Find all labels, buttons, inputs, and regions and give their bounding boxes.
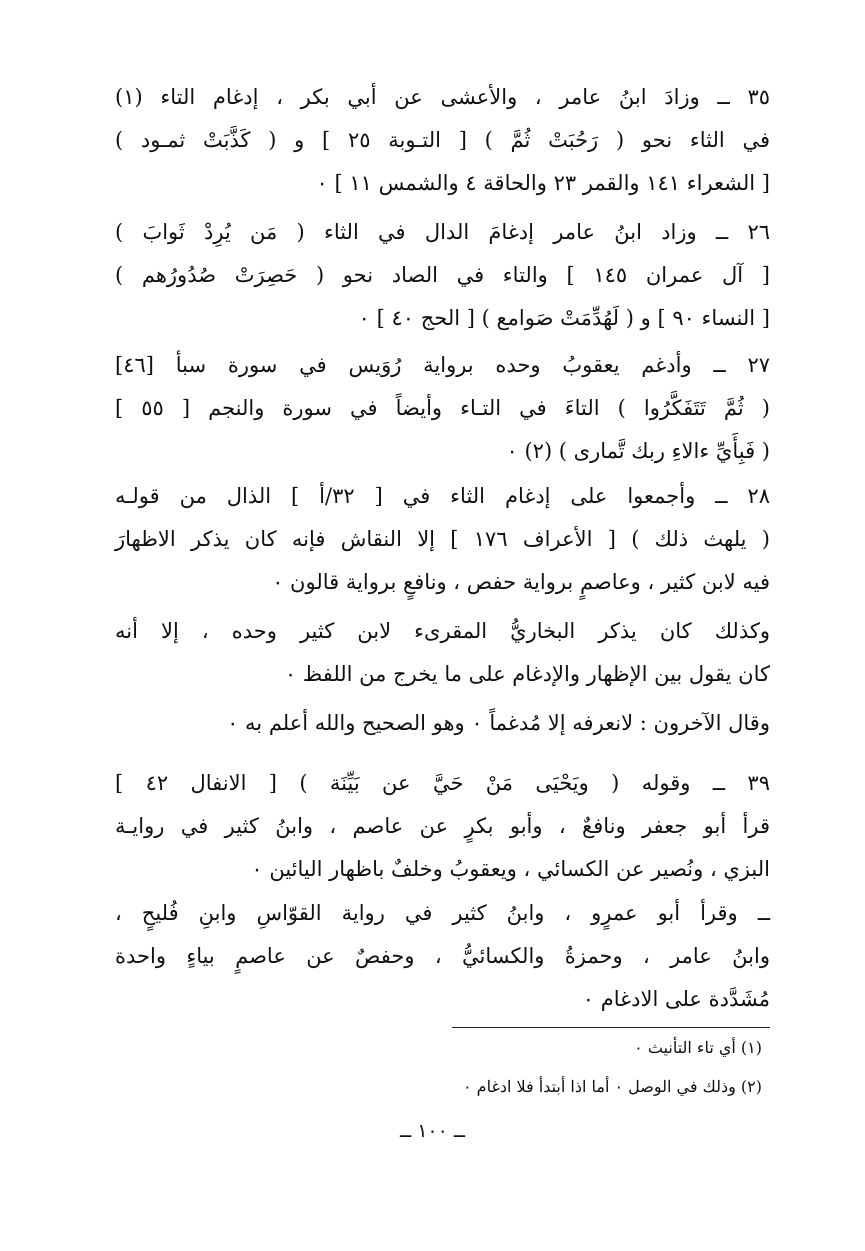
text-line: ( فَبِأَيِّ ءالاءِ ربك تَّمارى ) (٢) ٠ — [506, 439, 770, 463]
text-line: ٢٦ ــ وزاد ابنُ عامر إدغامَ الدال في الثاء ( مَن يُرِدْ ثَوابَ ) — [115, 220, 770, 244]
page-number: ــ ١٠٠ ــ — [400, 1120, 465, 1142]
text-line: [ النساء ٩٠ ] و ( لَهُدِّمَتْ صَوامع ) [ الحج ٤٠ ] ٠ — [358, 306, 770, 330]
footnote-separator — [452, 1027, 770, 1028]
text-line: ( يلهث ذلك ) [ الأعراف ١٧٦ ] إلا النقاش فإنه كان يذكر الاظهارَ — [115, 527, 770, 551]
paragraph-39 — [115, 762, 770, 891]
text-line: وقال الآخرون : لانعرفه إلا مُدغماً ٠ وهو الصحيح والله أعلم به ٠ — [227, 711, 770, 735]
footnote-2: (٢) وذلك في الوصل ٠ أما اذا أبتدأ فلا ادغام ٠ — [462, 1077, 762, 1096]
text-line: في الثاء نحو ( رَحُبَتْ ثُمَّ ) [ التـوبة ٢٥ ] و ( كَذَّبَتْ ثمـود ) — [115, 128, 770, 152]
text-line: [ آل عمران ١٤٥ ] والتاء في الصاد نحو ( حَصِرَتْ صُدُورُهم ) — [115, 263, 770, 287]
paragraph-27 — [115, 344, 770, 473]
text-line: مُشَدَّدة على الادغام ٠ — [582, 987, 770, 1011]
text-line: ٣٥ ــ وزادَ ابنُ عامر ، والأعشى عن أبي بكر ، إدغام التاء (١) — [115, 85, 770, 109]
text-line: قرأ أبو جعفر ونافعٌ ، وأبو بكرٍ عن عاصم ، وابنُ كثير في روايـة — [115, 814, 770, 838]
text-line: ( ثُمَّ تَتَفَكَّرُوا ) التاءَ في التـاء وأيضاً في سورة والنجم [ ٥٥ ] — [115, 396, 770, 420]
text-line: [ الشعراء ١٤١ والقمر ٢٣ والحاقة ٤ والشمس ١١ ] ٠ — [316, 171, 770, 195]
text-line: ٣٩ ــ وقوله ( ويَحْيَى مَنْ حَيَّ عن بَيِّنَة ) [ الانفال ٤٢ ] — [115, 771, 770, 795]
paragraph-28 — [115, 475, 770, 604]
text-line: البزي ، ونُصير عن الكسائي ، ويعقوبُ وخلفٌ باظهار اليائين ٠ — [251, 857, 770, 881]
text-line: وابنُ عامر ، وحمزةُ والكسائيُّ ، وحفصٌ عن عاصمٍ بياءٍ واحدة — [115, 944, 770, 968]
text-line: ٢٨ ــ وأجمعوا على إدغام الثاء في [ ٣٢/أ ] الذال من قولـه — [115, 484, 770, 508]
text-line: وكذلك كان يذكر البخاريُّ المقرىء لابن كثير وحده ، إلا أنه — [115, 619, 770, 643]
paragraph-others — [115, 702, 770, 745]
paragraph-26 — [115, 211, 770, 340]
text-line: كان يقول بين الإظهار والإدغام على ما يخرج من اللفظ ٠ — [284, 662, 770, 686]
paragraph-abu-amr — [115, 892, 770, 1021]
footnote-1: (١) أي تاء التأنيث ٠ — [634, 1038, 762, 1057]
text-line: فيه لابن كثير ، وعاصمٍ برواية حفص ، ونافعٍ برواية قالون ٠ — [272, 570, 770, 594]
text-line: ٢٧ ــ وأدغم يعقوبُ وحده برواية رُوَيس في سورة سبأ [٤٦] — [115, 353, 770, 377]
paragraph-35 — [115, 76, 770, 205]
text-line: ــ وقرأ أبو عمرٍو ، وابنُ كثير في رواية القوّاسِ وابنِ فُليحٍ ، — [115, 901, 770, 925]
paragraph-bukhari — [115, 610, 770, 696]
